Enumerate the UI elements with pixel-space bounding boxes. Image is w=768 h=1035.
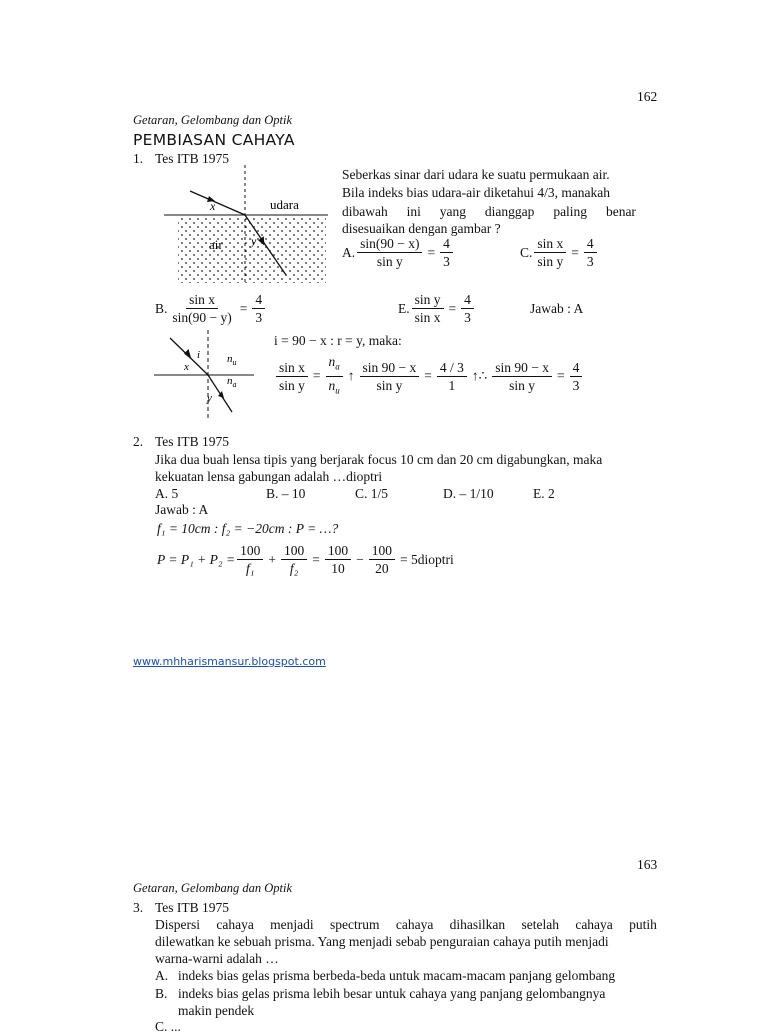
question-text-line: dilewatkan ke sebuah prisma. Yang menjadi sebab penguraian cahaya putih menjadi: [155, 934, 609, 949]
medium-water-label: air: [209, 237, 223, 252]
option-item: B. – 10: [266, 486, 306, 501]
fraction: $\frac{\text{sin x}}{\text{sin y}}$: [534, 236, 566, 269]
chapter-header: Getaran, Gelombang dan Optik: [133, 113, 293, 127]
option-item: D. – 1/10: [443, 486, 494, 501]
question-text-line: Seberkas sinar dari udara ke suatu permukaan air.: [342, 167, 610, 182]
angle-i-label: i: [197, 349, 201, 361]
water-region: [178, 217, 326, 283]
question-source: Tes ITB 1975: [155, 434, 230, 449]
fraction: $\frac{4 / 3}{1}$: [437, 360, 467, 393]
fraction: $\frac{4}{3}$: [252, 292, 265, 325]
question-number: 1.: [133, 151, 144, 166]
fraction: $\frac{4}{3}$: [440, 236, 453, 269]
fraction: $\frac{\text{sin x}}{\sin(90 - y)}$: [172, 292, 232, 325]
page-number: 163: [637, 857, 658, 872]
option-a: A. $\frac{\sin(90 - x)}{\text{sin y}}$ = $\frac{4}{3}$: [342, 236, 455, 269]
fraction: $\frac{\text{sin y}}{\text{sin x}}$: [412, 292, 444, 325]
fraction: $\frac{100}{20}$: [369, 543, 395, 576]
medium-air-label: udara: [270, 197, 299, 212]
answer: Jawab : A: [530, 301, 584, 316]
index-na-label: $n_a$: [227, 375, 237, 389]
angle-y-label: y: [207, 392, 212, 404]
section-title: PEMBIASAN CAHAYA: [133, 131, 295, 149]
option-label: C. ...: [155, 1019, 181, 1034]
given-values: f₁ = 10cm : f₂ = −20cm : P = …?: [157, 521, 339, 536]
refraction-diagram: [160, 165, 335, 287]
answer: Jawab : A: [155, 502, 209, 517]
solution-equation: $\frac{\text{sin x}}{\text{sin y}}$ = $\frac{n_a}{n_u}$ ↑ $\frac{\sin 90 - x}{\text{sin y}}$ = $\frac{4 / 3}{1}$ ↑∴ $\frac{\sin 90 - x}{\text{sin y}}$ = $\frac{4}{3}$: [274, 354, 584, 398]
question-text-line: Bila indeks bias udara-air diketahui 4/3, manakah: [342, 185, 611, 200]
footer-link[interactable]: www.mhharismansur.blogspot.com: [133, 655, 326, 668]
fraction: $\frac{4}{3}$: [570, 360, 583, 393]
fraction: $\frac{100}{\text{f₁}}$: [237, 543, 263, 576]
solution-equation: P = P₁ + P₂ = $\frac{100}{\text{f₁}}$ + $\frac{100}{\text{f₂}}$ = $\frac{100}{10}$ − $\frac{100}{20}$ = 5dioptri: [157, 543, 454, 576]
fraction: $\frac{\sin 90 - x}{\text{sin y}}$: [492, 360, 552, 393]
chapter-header: Getaran, Gelombang dan Optik: [133, 881, 293, 895]
question-number: 2.: [133, 434, 144, 449]
option-item: A. 5: [155, 486, 179, 501]
question-text-line: warna-warni adalah …: [155, 951, 279, 966]
fraction: $\frac{100}{10}$: [325, 543, 351, 576]
fraction: $\frac{n_a}{n_u}$: [326, 354, 343, 398]
question-source: Tes ITB 1975: [155, 900, 230, 915]
option-item: C. 1/5: [355, 486, 389, 501]
question-text-line: kekuatan lensa gabungan adalah …dioptri: [155, 469, 383, 484]
fraction: $\frac{4}{3}$: [584, 236, 597, 269]
fraction: $\frac{\text{sin x}}{\text{sin y}}$: [276, 360, 308, 393]
option-item: E. 2: [533, 486, 555, 501]
question-text-line: dibawah ini yang dianggap paling benar: [342, 204, 636, 219]
option-label: B.: [155, 986, 168, 1001]
option-text: indeks bias gelas prisma lebih besar untuk cahaya yang panjang gelombangnya: [178, 986, 606, 1001]
incident-ray: [190, 191, 245, 215]
option-b: B. $\frac{\text{sin x}}{\sin(90 - y)}$ = $\frac{4}{3}$: [155, 292, 267, 325]
question-number: 3.: [133, 900, 144, 915]
angle-x-label: x: [210, 199, 216, 213]
refraction-diagram-2: [152, 330, 260, 420]
question-text-line: Jika dua buah lensa tipis yang berjarak focus 10 cm dan 20 cm digabungkan, maka: [155, 452, 603, 467]
page-number: 162: [637, 89, 658, 104]
fraction: $\frac{\sin 90 - x}{\text{sin y}}$: [360, 360, 420, 393]
option-text: indeks bias gelas prisma berbeda-beda untuk macam-macam panjang gelombang: [178, 968, 616, 983]
fraction: $\frac{\sin(90 - x)}{\text{sin y}}$: [357, 236, 422, 269]
option-text: makin pendek: [178, 1003, 255, 1018]
option-e: E. $\frac{\text{sin y}}{\text{sin x}}$ = $\frac{4}{3}$: [398, 292, 476, 325]
question-text-line: Dispersi cahaya menjadi spectrum cahaya dihasilkan setelah cahaya putih: [155, 917, 657, 932]
question-source: Tes ITB 1975: [155, 151, 230, 166]
index-nu-label: $n_u$: [227, 353, 237, 367]
solution-line: i = 90 − x : r = y, maka:: [274, 333, 402, 348]
option-label: A.: [155, 968, 169, 983]
option-c: C. $\frac{\text{sin x}}{\text{sin y}}$ = $\frac{4}{3}$: [520, 236, 599, 269]
question-text-line: disesuaikan dengan gambar ?: [342, 221, 501, 236]
angle-x-label: x: [184, 361, 189, 373]
angle-y-label: y: [251, 234, 257, 248]
fraction: $\frac{4}{3}$: [461, 292, 474, 325]
fraction: $\frac{100}{\text{f₂}}$: [281, 543, 307, 576]
